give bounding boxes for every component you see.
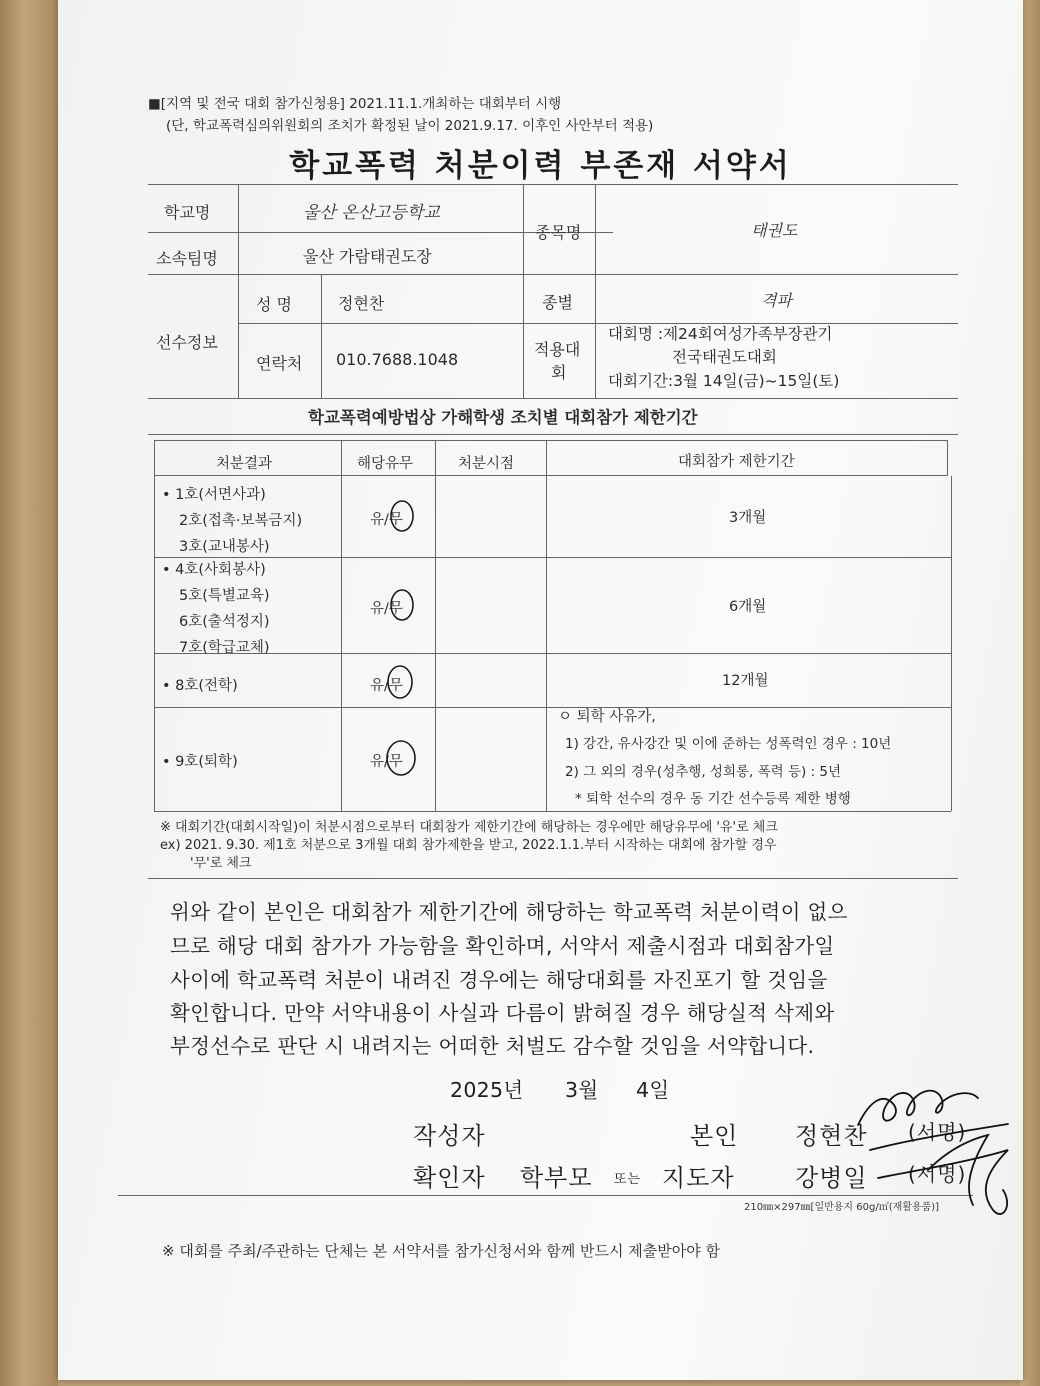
date-year: 2025년 — [450, 1078, 524, 1102]
competition-period: 대회기간:3월 14일(금)~15일(토) — [608, 372, 840, 390]
restriction-note: ※ 대회기간(대회시작일)이 처분시점으로부터 대회참가 제한기간에 해당하는 경우에만 해당유무에 '유'로 체크 — [160, 820, 778, 835]
self-label: 본인 — [690, 1122, 739, 1150]
name-value: 정현찬 — [338, 294, 385, 313]
row2-yesno: 유/무 — [370, 601, 403, 617]
writer-label: 작성자 — [413, 1122, 486, 1150]
notice-line-1: ■[지역 및 전국 대회 참가신청용] 2021.11.1.개최하는 대회부터 시행 — [148, 96, 562, 112]
restriction-example-2: '무'로 체크 — [190, 856, 252, 871]
row2-period: 6개월 — [729, 599, 767, 615]
sign-placeholder-2: (서명) — [908, 1162, 967, 1186]
row1-item: 3호(교내봉사) — [179, 539, 270, 555]
row3-period: 12개월 — [722, 673, 769, 689]
handwriting-overlay — [58, 0, 1023, 1380]
confirmer-label: 확인자 — [413, 1164, 486, 1192]
date-month: 3월 — [565, 1078, 599, 1102]
contact-value: 010.7688.1048 — [336, 350, 459, 369]
pledge-line: 확인합니다. 만약 서약내용이 사실과 다름이 밝혀질 경우 해당실적 삭제와 — [170, 1001, 835, 1025]
selection-circle — [391, 501, 413, 531]
row1-period: 3개월 — [729, 510, 767, 526]
competition-label-2: 회 — [551, 363, 567, 382]
contact-label: 연락처 — [256, 354, 303, 373]
selection-circle — [391, 590, 413, 620]
header-period: 대회참가 제한기간 — [678, 454, 795, 470]
footer-note: ※ 대회를 주최/주관하는 단체는 본 서약서를 참가신청서와 함께 반드시 제출받아야 함 — [162, 1242, 720, 1260]
document-title: 학교폭력 처분이력 부존재 서약서 — [289, 148, 792, 184]
competition-name-line1: 대회명 :제24회여성가족부장관기 — [608, 325, 833, 343]
row4-period-line: 2) 그 외의 경우(성추행, 성희롱, 폭력 등) : 5년 — [565, 764, 842, 780]
pledge-line: 부정선수로 판단 시 내려지는 어떠한 처벌도 감수할 것임을 서약합니다. — [170, 1034, 815, 1058]
school-value: 울산 온산고등학교 — [303, 203, 440, 223]
row3-item: • 8호(전학) — [162, 678, 238, 694]
row2-item: 6호(출석정지) — [179, 614, 270, 630]
row4-period-line: * 퇴학 선수의 경우 동 기간 선수등록 제한 병행 — [575, 791, 851, 807]
row3-yesno: 유/무 — [370, 678, 403, 694]
name-label: 성 명 — [256, 295, 292, 314]
row1-item: • 1호(서면사과) — [162, 487, 266, 503]
header-result: 처분결과 — [216, 456, 273, 472]
division-value: 격파 — [761, 291, 792, 310]
team-value: 울산 가람태권도장 — [303, 247, 432, 266]
school-label: 학교명 — [164, 203, 211, 222]
player-info-label: 선수정보 — [156, 333, 218, 352]
handwritten-signature — [858, 1091, 1008, 1214]
competition-label: 적용대 — [534, 340, 581, 359]
pledge-document — [58, 0, 1023, 1380]
selection-circle — [388, 666, 412, 698]
row4-item: • 9호(퇴학) — [162, 754, 238, 770]
sign-placeholder-1: (서명) — [908, 1120, 967, 1144]
row1-item: 2호(접촉·보복금지) — [179, 513, 303, 529]
coach-label: 지도자 — [662, 1164, 735, 1192]
restriction-heading: 학교폭력예방법상 가해학생 조치별 대회참가 제한기간 — [308, 408, 698, 427]
row2-item: 5호(특별교육) — [179, 588, 270, 604]
paper-spec: 210㎜×297㎜[일반용지 60g/㎡(재활용품)] — [744, 1202, 940, 1213]
row4-period-line: ㅇ 퇴학 사유가, — [558, 709, 656, 725]
header-applicable: 해당유무 — [357, 456, 414, 472]
row1-yesno: 유/무 — [370, 512, 403, 528]
pledge-line: 사이에 학교폭력 처분이 내려진 경우에는 해당대회를 자진포기 할 것임을 — [170, 968, 828, 992]
date-day: 4일 — [636, 1078, 670, 1102]
or-label: 또는 — [614, 1172, 642, 1187]
row4-yesno: 유/무 — [370, 754, 403, 770]
parent-label: 학부모 — [520, 1164, 593, 1192]
competition-name-line2: 전국태권도대회 — [672, 348, 777, 366]
row2-item: • 4호(사회봉사) — [162, 562, 266, 578]
event-value: 태권도 — [751, 221, 798, 240]
wood-background-left — [0, 0, 58, 1386]
wood-background-right — [1020, 0, 1040, 1386]
writer-name: 정현찬 — [795, 1122, 868, 1150]
row2-item: 7호(학급교체) — [179, 640, 270, 656]
selection-circle — [387, 741, 415, 775]
team-label: 소속팀명 — [156, 249, 218, 268]
pledge-line: 므로 해당 대회 참가가 가능함을 확인하며, 서약서 제출시점과 대회참가일 — [170, 934, 835, 958]
notice-line-2: (단, 학교폭력심의위원회의 조치가 확정된 날이 2021.9.17. 이후인 사안부터 적용) — [166, 118, 654, 134]
pledge-line: 위와 같이 본인은 대회참가 제한기간에 해당하는 학교폭력 처분이력이 없으 — [170, 900, 848, 924]
row4-period-line: 1) 강간, 유사강간 및 이에 준하는 성폭력인 경우 : 10년 — [565, 736, 892, 752]
restriction-example: ex) 2021. 9.30. 제1호 처분으로 3개월 대회 참가제한을 받고, 2022.1.1.부터 시작하는 대회에 참가할 경우 — [160, 838, 777, 853]
event-label: 종목명 — [535, 223, 582, 242]
division-label: 종별 — [542, 293, 573, 312]
header-timing: 처분시점 — [458, 456, 515, 472]
confirmer-name: 강병일 — [795, 1164, 868, 1192]
